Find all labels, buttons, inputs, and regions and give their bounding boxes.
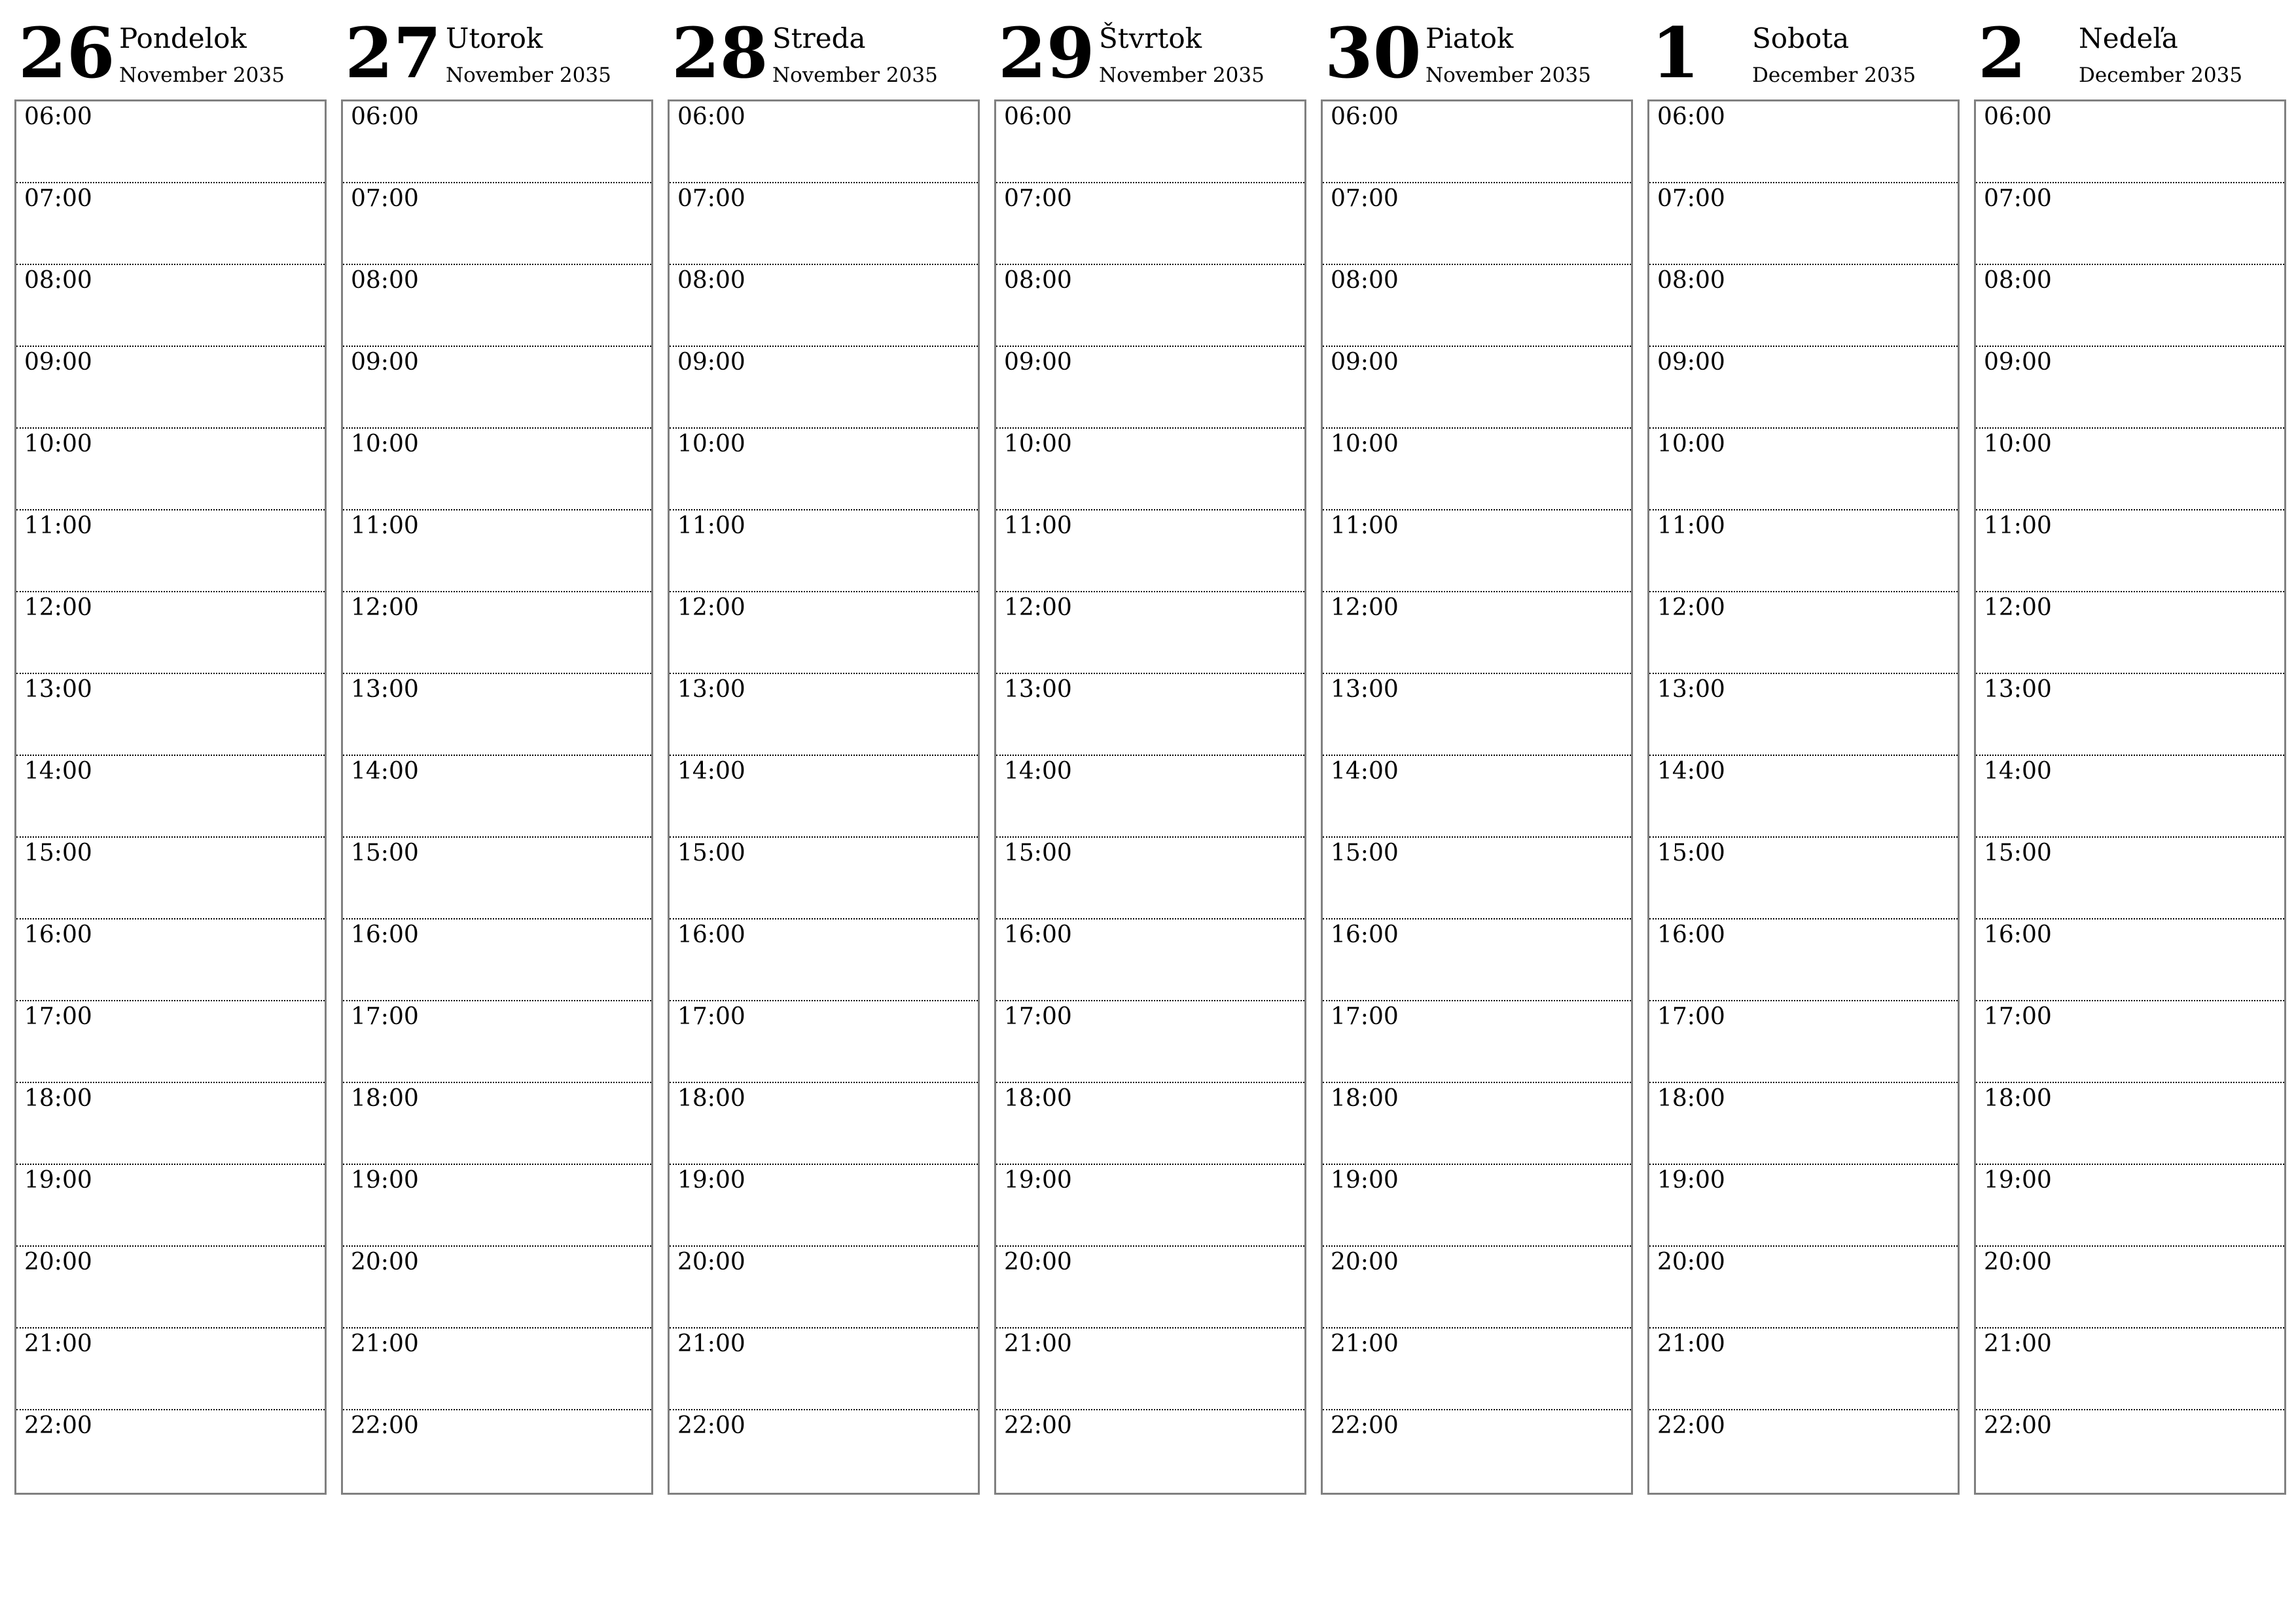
hour-slot[interactable]: [670, 183, 978, 265]
hour-label: 15:00: [1984, 840, 2052, 866]
hour-slot[interactable]: [996, 592, 1304, 674]
hour-slot[interactable]: [16, 1165, 325, 1247]
hour-label: 10:00: [1331, 431, 1399, 457]
hour-slot[interactable]: [1976, 674, 2284, 756]
hour-slot[interactable]: [1976, 1410, 2284, 1493]
hour-label: 14:00: [677, 758, 745, 785]
day-header: [668, 14, 980, 99]
hour-slot[interactable]: [16, 265, 325, 347]
hour-label: 12:00: [1331, 594, 1399, 621]
day-month: November 2035: [772, 63, 938, 87]
hour-slot[interactable]: [1976, 838, 2284, 919]
hour-label: 17:00: [24, 1003, 92, 1030]
day-name: Štvrtok: [1099, 22, 1202, 54]
hour-label: 10:00: [1004, 431, 1072, 457]
hour-label: 19:00: [1331, 1167, 1399, 1194]
hour-slot[interactable]: [670, 1083, 978, 1165]
hour-label: 21:00: [1331, 1330, 1399, 1357]
hour-slot[interactable]: [996, 1083, 1304, 1165]
hour-label: 11:00: [1331, 512, 1399, 539]
hour-slot[interactable]: [16, 756, 325, 838]
hour-slot[interactable]: [16, 101, 325, 183]
hour-label: 11:00: [24, 512, 92, 539]
hour-label: 07:00: [1331, 185, 1399, 212]
hour-slot[interactable]: [343, 183, 651, 265]
hour-slot[interactable]: [1649, 674, 1958, 756]
hour-label: 18:00: [1331, 1085, 1399, 1112]
day-name: Piatok: [1426, 22, 1514, 54]
hour-slot[interactable]: [996, 347, 1304, 429]
hour-slot[interactable]: [670, 1165, 978, 1247]
day-header: [341, 14, 653, 99]
hour-slot[interactable]: [1649, 347, 1958, 429]
day-name: Utorok: [446, 22, 543, 54]
hour-label: 14:00: [1004, 758, 1072, 785]
hour-slots: [1321, 99, 1633, 1495]
hour-label: 06:00: [351, 103, 419, 130]
hour-label: 17:00: [1657, 1003, 1725, 1030]
hour-slot[interactable]: [1323, 838, 1631, 919]
hour-slot[interactable]: [16, 1247, 325, 1329]
hour-label: 07:00: [1984, 185, 2052, 212]
hour-slot[interactable]: [1649, 919, 1958, 1001]
hour-slot[interactable]: [1649, 838, 1958, 919]
hour-label: 22:00: [24, 1412, 92, 1439]
hour-label: 19:00: [1984, 1167, 2052, 1194]
hour-label: 20:00: [677, 1249, 745, 1275]
hour-label: 16:00: [1657, 921, 1725, 948]
hour-label: 14:00: [1984, 758, 2052, 785]
hour-slot[interactable]: [996, 919, 1304, 1001]
hour-slot[interactable]: [343, 1247, 651, 1329]
hour-slot[interactable]: [343, 1001, 651, 1083]
hour-label: 07:00: [24, 185, 92, 212]
hour-slot[interactable]: [1649, 756, 1958, 838]
hour-slot[interactable]: [16, 510, 325, 592]
hour-label: 20:00: [1657, 1249, 1725, 1275]
hour-label: 08:00: [24, 267, 92, 294]
hour-slot[interactable]: [670, 1329, 978, 1410]
day-number: 1: [1651, 12, 1700, 94]
hour-slot[interactable]: [996, 1247, 1304, 1329]
hour-label: 12:00: [351, 594, 419, 621]
hour-slots: [1974, 99, 2286, 1495]
hour-label: 15:00: [1004, 840, 1072, 866]
hour-label: 09:00: [24, 349, 92, 376]
hour-label: 21:00: [1984, 1330, 2052, 1357]
hour-slot[interactable]: [343, 265, 651, 347]
hour-label: 07:00: [351, 185, 419, 212]
hour-slot[interactable]: [1649, 1247, 1958, 1329]
hour-slot[interactable]: [996, 183, 1304, 265]
day-header: [1647, 14, 1960, 99]
hour-slot[interactable]: [343, 838, 651, 919]
hour-label: 19:00: [1004, 1167, 1072, 1194]
hour-slot[interactable]: [16, 1001, 325, 1083]
hour-label: 15:00: [1657, 840, 1725, 866]
hour-label: 14:00: [24, 758, 92, 785]
day-column: [1647, 14, 1960, 1495]
weekly-planner: [14, 14, 2286, 1495]
hour-slot[interactable]: [343, 756, 651, 838]
hour-slot[interactable]: [1976, 101, 2284, 183]
hour-label: 20:00: [1004, 1249, 1072, 1275]
hour-label: 08:00: [1331, 267, 1399, 294]
hour-label: 20:00: [351, 1249, 419, 1275]
hour-label: 16:00: [1004, 921, 1072, 948]
hour-label: 10:00: [1657, 431, 1725, 457]
day-column: [1321, 14, 1633, 1495]
hour-slot[interactable]: [1649, 183, 1958, 265]
hour-label: 19:00: [24, 1167, 92, 1194]
day-month: December 2035: [2079, 63, 2243, 87]
hour-slot[interactable]: [670, 1410, 978, 1493]
hour-slot[interactable]: [343, 592, 651, 674]
hour-slot[interactable]: [1323, 1329, 1631, 1410]
hour-slot[interactable]: [996, 101, 1304, 183]
hour-label: 13:00: [1004, 676, 1072, 703]
hour-slot[interactable]: [343, 919, 651, 1001]
hour-slot[interactable]: [1976, 1165, 2284, 1247]
hour-slot[interactable]: [1323, 919, 1631, 1001]
day-month: December 2035: [1752, 63, 1916, 87]
hour-slot[interactable]: [1976, 1001, 2284, 1083]
hour-slot[interactable]: [1976, 1329, 2284, 1410]
hour-label: 13:00: [1657, 676, 1725, 703]
hour-label: 16:00: [24, 921, 92, 948]
hour-label: 20:00: [1331, 1249, 1399, 1275]
hour-slot[interactable]: [343, 101, 651, 183]
hour-label: 08:00: [1657, 267, 1725, 294]
day-name: Nedeľa: [2079, 22, 2178, 54]
hour-label: 18:00: [677, 1085, 745, 1112]
hour-slot[interactable]: [16, 347, 325, 429]
day-header: [14, 14, 327, 99]
hour-slot[interactable]: [343, 1329, 651, 1410]
hour-label: 12:00: [677, 594, 745, 621]
day-name: Streda: [772, 22, 866, 54]
hour-slot[interactable]: [996, 429, 1304, 510]
hour-label: 10:00: [1984, 431, 2052, 457]
hour-label: 22:00: [1984, 1412, 2052, 1439]
hour-label: 12:00: [1984, 594, 2052, 621]
hour-slot[interactable]: [1649, 1001, 1958, 1083]
hour-slot[interactable]: [1323, 265, 1631, 347]
day-column: [1974, 14, 2286, 1495]
day-column: [668, 14, 980, 1495]
hour-label: 22:00: [677, 1412, 745, 1439]
hour-slot[interactable]: [1976, 1247, 2284, 1329]
day-month: November 2035: [119, 63, 285, 87]
day-month: November 2035: [446, 63, 611, 87]
hour-slot[interactable]: [996, 1165, 1304, 1247]
hour-slot[interactable]: [1976, 183, 2284, 265]
hour-label: 19:00: [677, 1167, 745, 1194]
hour-label: 17:00: [1004, 1003, 1072, 1030]
hour-label: 22:00: [1657, 1412, 1725, 1439]
hour-label: 08:00: [1004, 267, 1072, 294]
day-number: 26: [18, 12, 115, 94]
hour-slot[interactable]: [1976, 510, 2284, 592]
hour-slot[interactable]: [670, 265, 978, 347]
hour-slot[interactable]: [1976, 429, 2284, 510]
hour-slot[interactable]: [343, 510, 651, 592]
day-month: November 2035: [1426, 63, 1591, 87]
hour-label: 07:00: [1657, 185, 1725, 212]
hour-label: 08:00: [1984, 267, 2052, 294]
hour-label: 17:00: [351, 1003, 419, 1030]
hour-label: 18:00: [351, 1085, 419, 1112]
hour-label: 08:00: [351, 267, 419, 294]
day-number: 2: [1978, 12, 2026, 94]
hour-label: 14:00: [1657, 758, 1725, 785]
hour-label: 14:00: [351, 758, 419, 785]
hour-slot[interactable]: [670, 674, 978, 756]
hour-slot[interactable]: [1323, 429, 1631, 510]
hour-slot[interactable]: [343, 1165, 651, 1247]
hour-label: 12:00: [1004, 594, 1072, 621]
hour-slot[interactable]: [343, 674, 651, 756]
hour-slot[interactable]: [670, 101, 978, 183]
hour-slot[interactable]: [670, 838, 978, 919]
hour-slots: [14, 99, 327, 1495]
hour-slot[interactable]: [1649, 1165, 1958, 1247]
hour-label: 17:00: [1984, 1003, 2052, 1030]
hour-label: 16:00: [1331, 921, 1399, 948]
day-number: 27: [345, 12, 442, 94]
day-number: 29: [998, 12, 1095, 94]
hour-label: 18:00: [1657, 1085, 1725, 1112]
hour-label: 07:00: [1004, 185, 1072, 212]
hour-label: 11:00: [1004, 512, 1072, 539]
hour-slot[interactable]: [16, 1329, 325, 1410]
hour-slot[interactable]: [670, 510, 978, 592]
hour-label: 07:00: [677, 185, 745, 212]
day-column: [994, 14, 1306, 1495]
hour-slot[interactable]: [1323, 674, 1631, 756]
day-column: [14, 14, 327, 1495]
hour-label: 06:00: [1004, 103, 1072, 130]
day-name: Pondelok: [119, 22, 247, 54]
hour-slots: [341, 99, 653, 1495]
hour-label: 21:00: [24, 1330, 92, 1357]
hour-slot[interactable]: [16, 1410, 325, 1493]
hour-label: 21:00: [677, 1330, 745, 1357]
hour-slot[interactable]: [1323, 101, 1631, 183]
hour-slot[interactable]: [996, 1001, 1304, 1083]
hour-label: 21:00: [351, 1330, 419, 1357]
hour-slot[interactable]: [996, 265, 1304, 347]
day-number: 28: [672, 12, 768, 94]
hour-slot[interactable]: [1323, 347, 1631, 429]
hour-slot[interactable]: [1323, 1083, 1631, 1165]
hour-label: 18:00: [1004, 1085, 1072, 1112]
hour-slot[interactable]: [1649, 1410, 1958, 1493]
hour-slot[interactable]: [343, 1083, 651, 1165]
hour-label: 12:00: [1657, 594, 1725, 621]
hour-label: 10:00: [24, 431, 92, 457]
hour-slot[interactable]: [16, 592, 325, 674]
hour-label: 13:00: [351, 676, 419, 703]
hour-label: 11:00: [351, 512, 419, 539]
hour-slot[interactable]: [1323, 592, 1631, 674]
hour-slot[interactable]: [670, 592, 978, 674]
hour-label: 16:00: [677, 921, 745, 948]
hour-slot[interactable]: [670, 1247, 978, 1329]
hour-slot[interactable]: [1649, 101, 1958, 183]
hour-slot[interactable]: [16, 674, 325, 756]
hour-label: 22:00: [351, 1412, 419, 1439]
day-number: 30: [1325, 12, 1422, 94]
day-column: [341, 14, 653, 1495]
hour-label: 18:00: [1984, 1085, 2052, 1112]
hour-slot[interactable]: [1649, 592, 1958, 674]
hour-slot[interactable]: [1323, 756, 1631, 838]
day-name: Sobota: [1752, 22, 1850, 54]
hour-label: 20:00: [1984, 1249, 2052, 1275]
hour-label: 12:00: [24, 594, 92, 621]
hour-slot[interactable]: [1976, 1083, 2284, 1165]
hour-slot[interactable]: [343, 429, 651, 510]
hour-slot[interactable]: [670, 919, 978, 1001]
hour-label: 15:00: [677, 840, 745, 866]
hour-slots: [1647, 99, 1960, 1495]
hour-label: 09:00: [1657, 349, 1725, 376]
hour-label: 09:00: [351, 349, 419, 376]
hour-slot[interactable]: [1976, 347, 2284, 429]
hour-label: 16:00: [351, 921, 419, 948]
hour-slot[interactable]: [16, 183, 325, 265]
hour-slot[interactable]: [1323, 510, 1631, 592]
hour-label: 18:00: [24, 1085, 92, 1112]
hour-slot[interactable]: [1323, 183, 1631, 265]
hour-label: 20:00: [24, 1249, 92, 1275]
hour-label: 09:00: [1331, 349, 1399, 376]
hour-slot[interactable]: [996, 674, 1304, 756]
hour-label: 13:00: [24, 676, 92, 703]
hour-slot[interactable]: [343, 347, 651, 429]
hour-label: 21:00: [1657, 1330, 1725, 1357]
hour-label: 09:00: [677, 349, 745, 376]
hour-slot[interactable]: [1323, 1247, 1631, 1329]
hour-slot[interactable]: [1323, 1001, 1631, 1083]
day-header: [1321, 14, 1633, 99]
hour-label: 15:00: [24, 840, 92, 866]
hour-slot[interactable]: [16, 919, 325, 1001]
hour-slot[interactable]: [996, 1329, 1304, 1410]
hour-slot[interactable]: [1323, 1165, 1631, 1247]
hour-slot[interactable]: [996, 1410, 1304, 1493]
hour-label: 17:00: [677, 1003, 745, 1030]
day-header: [994, 14, 1306, 99]
hour-slot[interactable]: [670, 429, 978, 510]
hour-label: 10:00: [351, 431, 419, 457]
hour-slot[interactable]: [1976, 919, 2284, 1001]
hour-slot[interactable]: [1649, 265, 1958, 347]
hour-slot[interactable]: [996, 756, 1304, 838]
hour-label: 06:00: [24, 103, 92, 130]
hour-label: 10:00: [677, 431, 745, 457]
hour-label: 09:00: [1004, 349, 1072, 376]
hour-slot[interactable]: [1976, 756, 2284, 838]
hour-slots: [668, 99, 980, 1495]
day-month: November 2035: [1099, 63, 1265, 87]
hour-label: 08:00: [677, 267, 745, 294]
hour-label: 15:00: [1331, 840, 1399, 866]
hour-label: 11:00: [1657, 512, 1725, 539]
hour-label: 19:00: [1657, 1167, 1725, 1194]
hour-slot[interactable]: [670, 1001, 978, 1083]
hour-label: 11:00: [1984, 512, 2052, 539]
hour-label: 22:00: [1004, 1412, 1072, 1439]
hour-slot[interactable]: [1649, 1083, 1958, 1165]
hour-slot[interactable]: [1976, 592, 2284, 674]
hour-label: 13:00: [1331, 676, 1399, 703]
hour-label: 13:00: [1984, 676, 2052, 703]
hour-slot[interactable]: [1649, 429, 1958, 510]
hour-label: 15:00: [351, 840, 419, 866]
hour-slot[interactable]: [1323, 1410, 1631, 1493]
hour-label: 17:00: [1331, 1003, 1399, 1030]
hour-slot[interactable]: [16, 1083, 325, 1165]
hour-label: 11:00: [677, 512, 745, 539]
hour-slot[interactable]: [670, 756, 978, 838]
hour-label: 14:00: [1331, 758, 1399, 785]
hour-label: 06:00: [677, 103, 745, 130]
hour-label: 06:00: [1657, 103, 1725, 130]
hour-label: 13:00: [677, 676, 745, 703]
hour-slot[interactable]: [1976, 265, 2284, 347]
hour-label: 09:00: [1984, 349, 2052, 376]
hour-slot[interactable]: [670, 347, 978, 429]
hour-slot[interactable]: [996, 838, 1304, 919]
hour-slot[interactable]: [16, 429, 325, 510]
hour-label: 06:00: [1984, 103, 2052, 130]
hour-label: 21:00: [1004, 1330, 1072, 1357]
hour-slot[interactable]: [1649, 1329, 1958, 1410]
hour-slot[interactable]: [343, 1410, 651, 1493]
hour-slot[interactable]: [1649, 510, 1958, 592]
hour-label: 22:00: [1331, 1412, 1399, 1439]
hour-slots: [994, 99, 1306, 1495]
hour-slot[interactable]: [996, 510, 1304, 592]
hour-label: 06:00: [1331, 103, 1399, 130]
day-header: [1974, 14, 2286, 99]
hour-slot[interactable]: [16, 838, 325, 919]
hour-label: 16:00: [1984, 921, 2052, 948]
hour-label: 19:00: [351, 1167, 419, 1194]
